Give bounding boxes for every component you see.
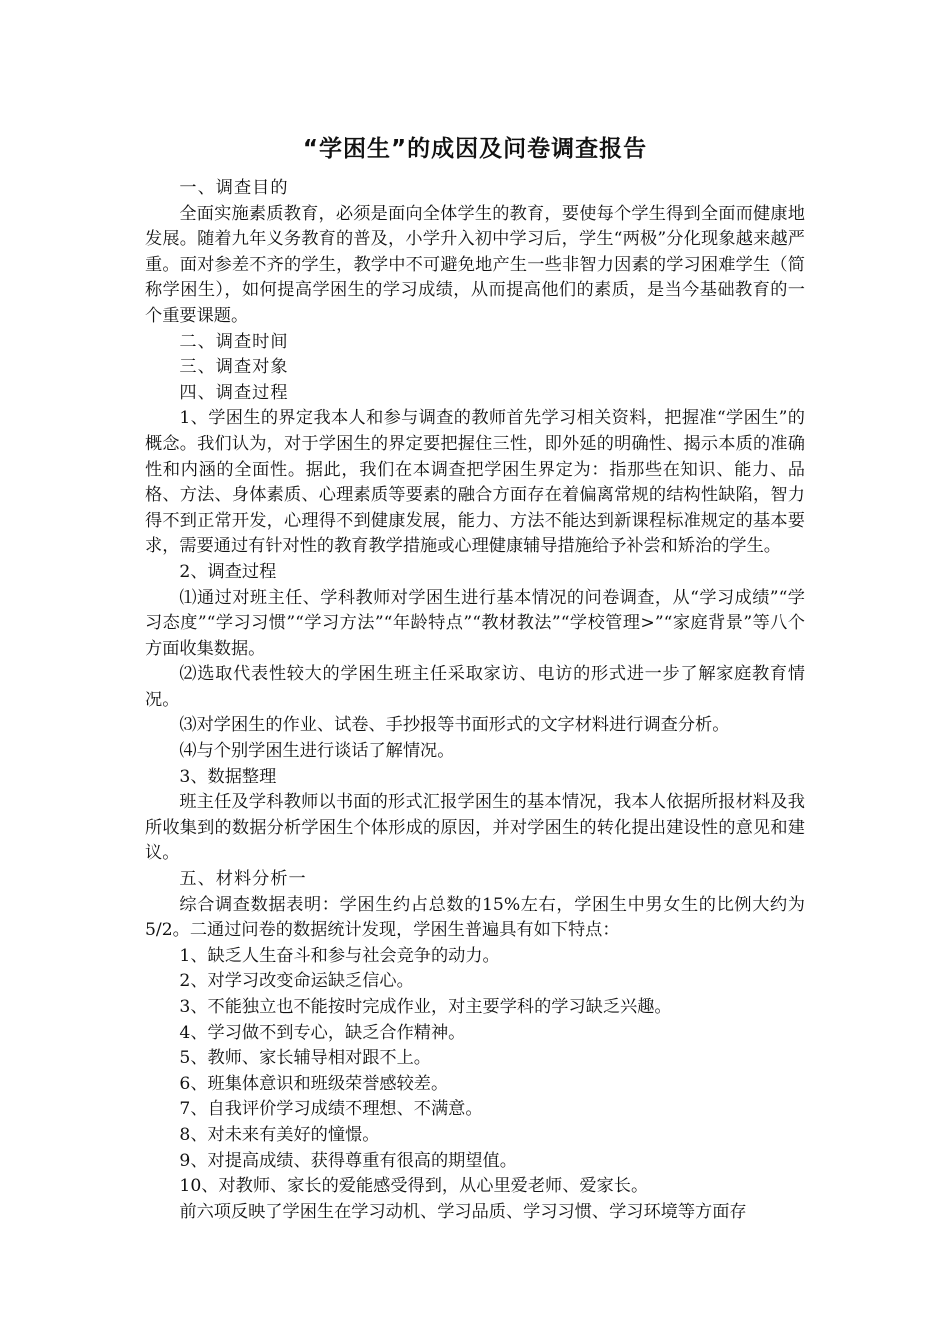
section-heading-subjects: 三、调查对象 xyxy=(179,357,289,378)
list-item-trait-4: 4、学习做不到专心，缺乏合作精神。 xyxy=(179,1022,466,1043)
paragraph-definition: 1、学困生的界定我本人和参与调查的教师首先学习相关资料，把握准“学困生”的概念。我们认为，对于学困生的界定要把握住三性，即外延的明确性、揭示本质的准确性和内涵的全面性。据此，我们在本调查把学困生界定为：指那些在知识、能力、品格、方法、身体素质、心理素质等要素的融合方面存在着偏离常规的结构性缺陷，智力得不到正常开发，心理得不到健康发展，能力、方法不能达到新课程标准规定的基本要求，需要通过有针对性的教育教学措施或心理健康辅导措施给予补尝和矫治的学生。 xyxy=(145,408,805,557)
list-item-trait-8: 8、对未来有美好的憧憬。 xyxy=(179,1124,380,1145)
list-item-process-4: ⑷与个别学困生进行谈话了解情况。 xyxy=(179,741,455,762)
list-item-process-1: ⑴通过对班主任、学科教师对学困生进行基本情况的问卷调查，从“学习成绩”“学习态度”“学习习惯”“学习方法”“年龄特点”“教材教法”“学校管理>”“家庭背景”等八个方面收集数据。 xyxy=(145,587,805,659)
section-heading-purpose: 一、调查目的 xyxy=(179,178,289,198)
list-item-trait-5: 5、教师、家长辅导相对跟不上。 xyxy=(179,1048,431,1069)
list-item-trait-9: 9、对提高成绩、获得尊重有很高的期望值。 xyxy=(179,1150,517,1171)
paragraph-analysis: 综合调查数据表明：学困生约占总数的15%左右，学困生中男女生的比例大约为5/2。二通过问卷的数据统计发现，学困生普遍具有如下特点： xyxy=(145,894,805,941)
list-item-trait-7: 7、自我评价学习成绩不理想、不满意。 xyxy=(179,1099,483,1120)
section-heading-analysis: 五、材料分析一 xyxy=(179,869,307,890)
paragraph-purpose: 全面实施素质教育，必须是面向全体学生的教育，要使每个学生得到全面而健康地发展。随着九年义务教育的普及，小学升入初中学习后，学生“两极”分化现象越来越严重。面对参差不齐的学生，教学中不可避免地产生一些非智力因素的学习困难学生（简称学困生），如何提高学困生的学习成绩，从而提高他们的素质，是当今基础教育的一个重要课题。 xyxy=(145,203,805,326)
subheading-data: 3、数据整理 xyxy=(179,766,277,787)
section-heading-process: 四、调查过程 xyxy=(179,382,289,403)
list-item-trait-3: 3、不能独立也不能按时完成作业，对主要学科的学习缺乏兴趣。 xyxy=(179,997,672,1017)
subheading-process: 2、调查过程 xyxy=(179,561,277,582)
paragraph-summary: 前六项反映了学困生在学习动机、学习品质、学习习惯、学习环境等方面存 xyxy=(179,1201,747,1222)
document-title: “学困生”的成因及问卷调查报告 xyxy=(302,136,648,162)
list-item-trait-10: 10、对教师、家长的爱能感受得到，从心里爱老师、爱家长。 xyxy=(179,1176,649,1197)
list-item-process-2: ⑵选取代表性较大的学困生班主任采取家访、电访的形式进一步了解家庭教育情况。 xyxy=(145,664,805,710)
list-item-trait-6: 6、班集体意识和班级荣誉感较差。 xyxy=(179,1073,449,1094)
list-item-process-3: ⑶对学困生的作业、试卷、手抄报等书面形式的文字材料进行调查分析。 xyxy=(179,715,730,736)
paragraph-data: 班主任及学科教师以书面的形式汇报学困生的基本情况，我本人依据所报材料及我所收集到的数据分析学困生个体形成的原因，并对学困生的转化提出建设性的意见和建议。 xyxy=(145,792,805,864)
section-heading-time: 二、调查时间 xyxy=(179,331,289,352)
document-body xyxy=(145,176,805,1225)
list-item-trait-1: 1、缺乏人生奋斗和参与社会竞争的动力。 xyxy=(179,945,500,966)
list-item-trait-2: 2、对学习改变命运缺乏信心。 xyxy=(179,971,414,992)
